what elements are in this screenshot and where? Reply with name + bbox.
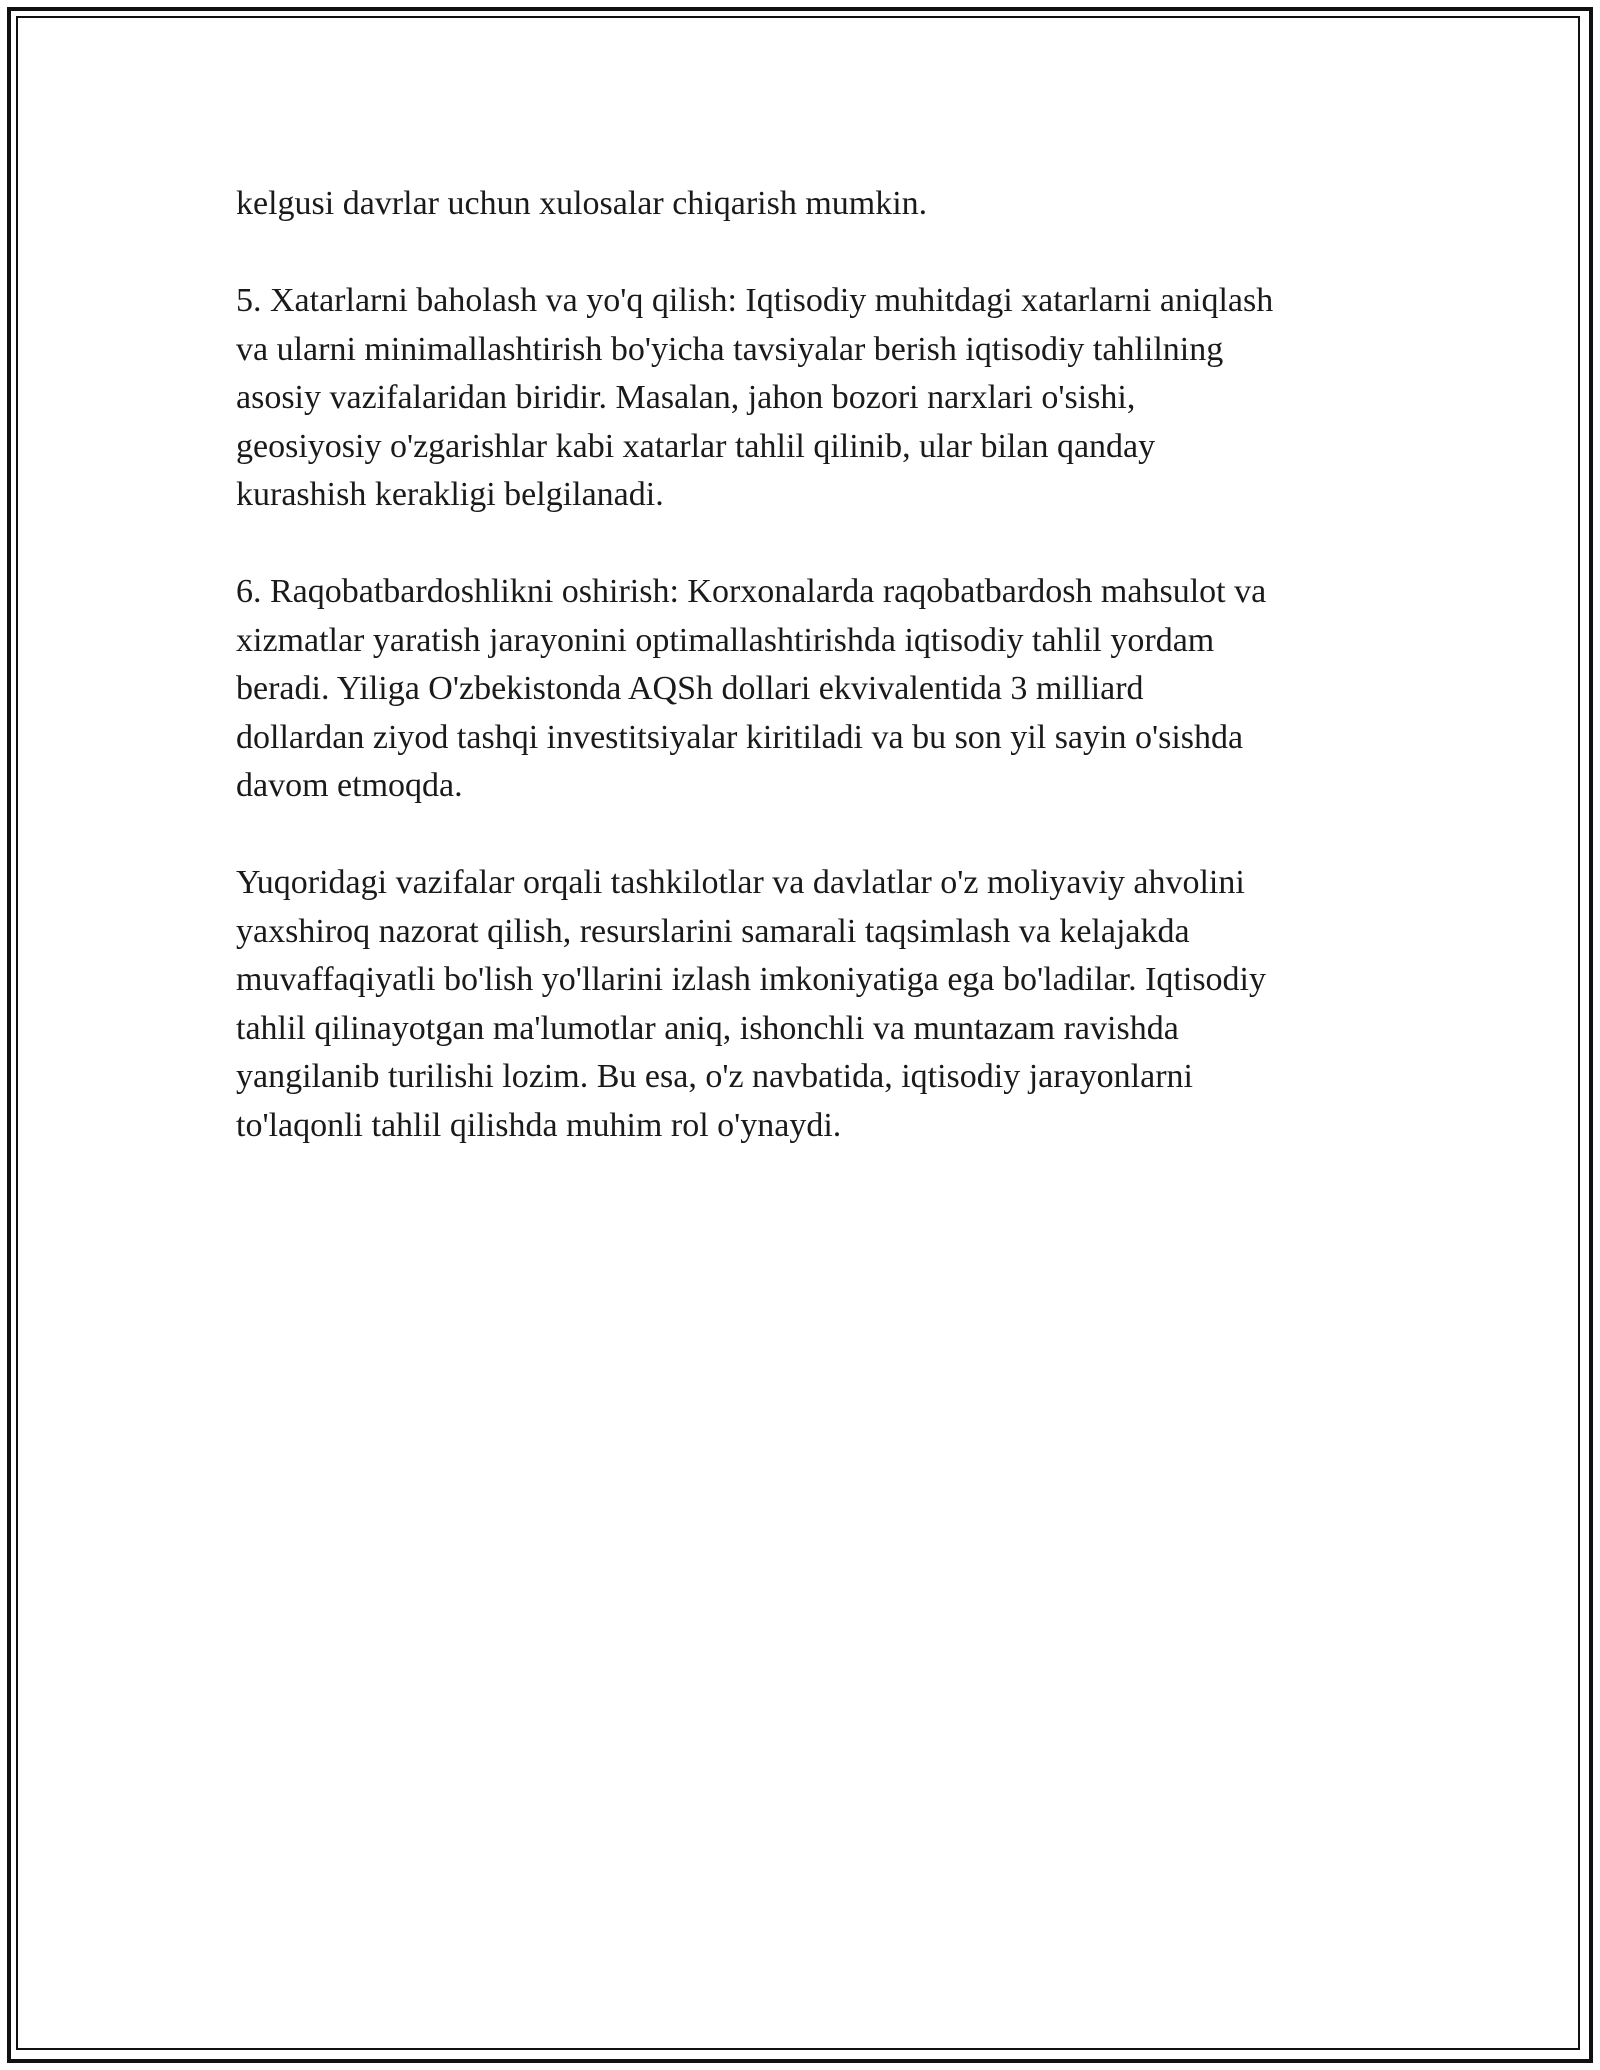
paragraph-item-6: 6. Raqobatbardoshlikni oshirish: Korxonalarda raqobatbardosh mahsulot va xizmatlar yaratish jarayonini optimallashtirishda iqtisodiy tahlil yordam beradi. Yiliga O'zbekistonda AQSh dollari ekvivalentida 3 milliard dollardan ziyod tashqi investitsiyalar kiritiladi va bu son yil sayin o'sishda davom etmoqda. <box>236 573 1267 804</box>
paragraph-continuation: kelgusi davrlar uchun xulosalar chiqarish mumkin. <box>236 185 928 222</box>
paragraph-conclusion: Yuqoridagi vazifalar orqali tashkilotlar va davlatlar o'z moliyaviy ahvolini yaxshiroq nazorat qilish, resurslarini samarali taqsimlash va kelajakda muvaffaqiyatli bo'lish yo'llarini izlash imkoniyatiga ega bo'ladilar. Iqtisodiy tahlil qilinayotgan ma'lumotlar aniq, ishonchli va muntazam ravishda yangilanib turilishi lozim. Bu esa, o'z navbatida, iqtisodiy jarayonlarni to'laqonli tahlil qilishda muhim rol o'ynaydi. <box>236 864 1266 1144</box>
document-body <box>236 180 1366 1199</box>
paragraph-item-5: 5. Xatarlarni baholash va yo'q qilish: Iqtisodiy muhitdagi xatarlarni aniqlash va ularni minimallashtirish bo'yicha tavsiyalar berish iqtisodiy tahlilning asosiy vazifalaridan biridir. Masalan, jahon bozori narxlari o'sishi, geosiyosiy o'zgarishlar kabi xatarlar tahlil qilinib, ular bilan qanday kurashish kerakligi belgilanadi. <box>236 282 1274 513</box>
